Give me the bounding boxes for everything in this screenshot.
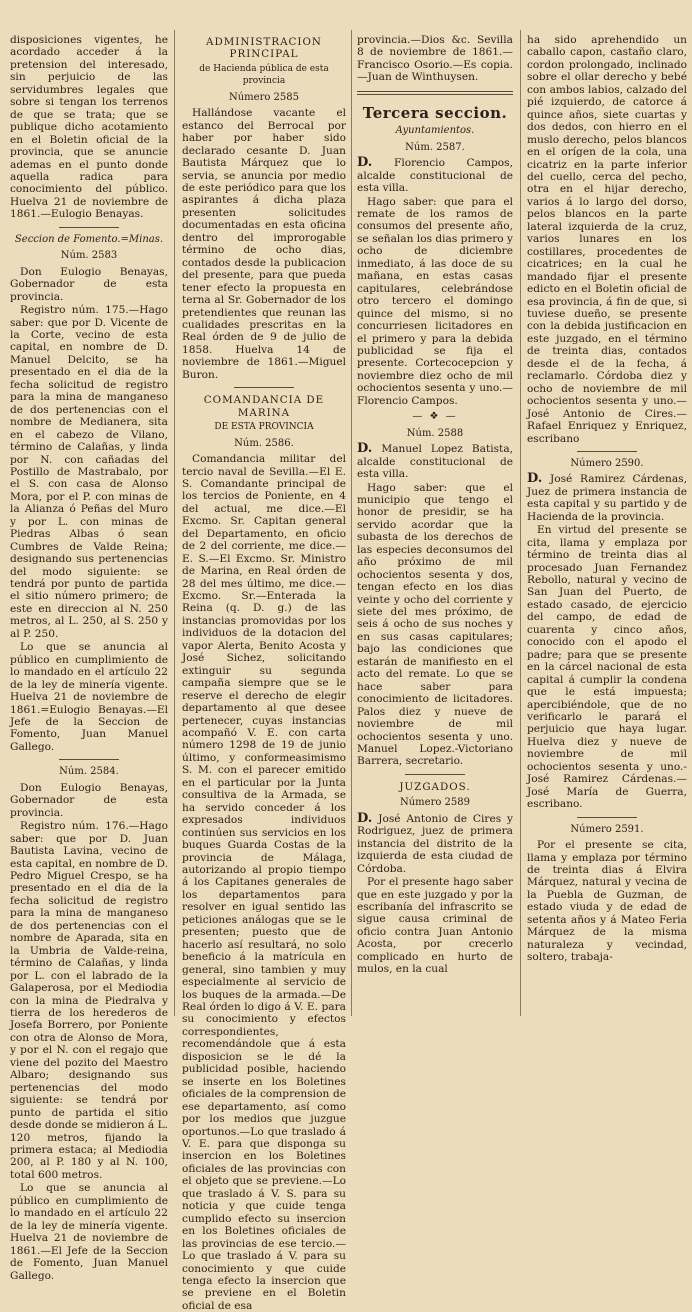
notice-number: Núm. 2584.	[59, 766, 119, 778]
section-subheading: DE ESTA PROVINCIA	[214, 422, 314, 433]
paragraph: Don Eulogio Benayas, Gobernador de esta provincia.	[10, 265, 168, 303]
paragraph: ha sido aprehendido un caballo capon, castaño claro, cordon prolongado, inclinado sobre el ollar derecho y bebé con ambos labios, calzado del pié izquierdo, de catorce á quince años, siete cuartas y dos dedos, con hierro en el muslo derecho, pelos blancos en el orígen de la cola, una cicatriz en la parte inferior del cuello, cerca del pecho, otra en el hijar derecho, varios á lo largo del dorso, pelos blancos en la parte lateral izquierda de la cruz, varios lunares en los costillares, procedentes de cicatrices; en la cual he mandado fijar el presente edicto en el Boletin oficial de esa provincia, á fin de que, si tuviese dueño, se presente con la debida justificacion en este juzgado, en el término de treinta dias, contados desde el de la fecha, á reclamarlo. Córdoba diez y ocho de noviembre de mil ochocientos sesenta y uno.—José Antonio de Cires.—Rafael Enriquez y Enriquez, escribano	[527, 34, 687, 445]
paragraph-text: Florencio Campos, alcalde constitucional de esta villa.	[357, 157, 513, 195]
column-1	[10, 34, 168, 1282]
section-subheading: de Hacienda pública de esta provincia	[199, 63, 329, 87]
paragraph: Hago saber: que para el remate de los ramos de consumos del presente año, se señalan los dias primero y ocho de diciembre inmediato, á las doce de su mañana, en estas casas capitulares, celebrándose otro tercero el domingo quince del mismo, si no concurriesen licitadores en el primero y para la debida publicidad se fija el presente. Cortecocepcion y noviembre diez ocho de mil ochocientos sesenta y uno.—Florencio Campos.	[357, 195, 514, 407]
paragraph: En virtud del presente se cita, llama y emplaza por término de treinta dias al procesado Juan Fernandez Rebollo, natural y vecino de San Juan del Puerto, de estado casado, de ejercicio del campo, de edad de cuarenta y cinco años, conocido con el apodo el padre; para que se presente en la cárcel nacional de esta capital á cumplir la condena que le está impuesta; apercibiéndole, que de no verificarlo le parará el perjuicio que haya lugar. Huelva diez y nueve de noviembre de mil ochocientos sesenta y uno.-José Ramirez Cárdenas.—José María de Guerra, escribano.	[527, 524, 687, 811]
paragraph: Hago saber: que el municipio que tengo el honor de presidir, se ha servido acordar que la subasta de los derechos de las especies deconsumos del año próximo de mil ochocientos sesenta y dos, tengan efecto en los dias veinte y ocho del corriente y siete del mes próximo, de seis á ocho de sus noches y en sus casas capitulares; bajo las condiciones que estarán de manifiesto en el acto del remate. Lo que se hace saber para conocimiento de licitadores. Palos diez y nueve de noviembre de mil ochocientos sesenta y uno. Manuel Lopez.-Victoriano Barrera, secretario.	[357, 481, 513, 768]
separator	[577, 817, 637, 818]
paragraph: disposiciones vigentes, he acordado acceder á la pretension del interesado, sin perjuicio de las servidumbres legales que sobre si tengan los terrenos de que se trata; que se publique dicho acotamiento en el Boletin oficial de la provincia, que se anuncie ademas en el punto donde aquella radica para conocimiento del público. Huelva 21 de noviembre de 1861.—Eulogio Benayas.	[10, 34, 168, 221]
separator	[577, 451, 637, 452]
section-heading: JUZGADOS.	[399, 780, 471, 793]
separator	[59, 759, 119, 760]
paragraph: Registro núm. 176.—Hago saber: que por D. Juan Bautista Lavina, vecino de esta capital, en nombre de D. Pedro Miguel Crespo, se ha presentado en el dia de la fecha solicitud de registro para la mina de manganeso de dos pertenencias con el nombre de Aparada, sita en la Umbria de Valde-reina, término de Calañas, y linda por L. con el labrado de la Galaperosa, por el Mediodia con la mina de Piedralva y tierra de los herederos de Josefa Borrero, por Poniente con otra de Alonso de Mora, y por el N. con el regajo que viene del pozito del Maestro Albaro; designando sus pertenencias del modo siguiente: se tendrá por punto de partida el sitio desde donde se midieron á L. 120 metros, fijando la primera estaca; al Mediodia 200, al P. 180 y al N. 100, total 600 metros.	[10, 820, 168, 1181]
paragraph-text: José Ramirez Cárdenas, Juez de primera instancia de esta capital y su partido y de Hacienda de la provincia.	[527, 473, 687, 523]
paragraph: Registro núm. 175.—Hago saber: que por D. Vicente de la Corte, vecino de esta capital, en nombre de D. Manuel Delcito, se ha presentado en el dia de la fecha solicitud de registro para la mina de manganeso de dos pertenencias con el nombre de Medianera, sita en el cabezo de Vilano, término de Calañas, y linda por N. con cañadas del Postillo de Mastrabalo, por el S. con casa de Alonso Mora, por el P. con minas de la Alianza ó Peñas del Muro y por L. con minas de Piedras Albas ó sean Cumbres de Valde Reina; designando sus pertenencias del modo siguiente: se tendrá por punto de partida el sitio número primero; de este en direccion al N. 250 metros, al L. 250, al S. 250 y al P. 250.	[10, 304, 168, 640]
notice-number: Núm. 2583	[60, 250, 118, 262]
notice-number: Núm. 2586.	[234, 437, 294, 449]
notice-number: Núm. 2588	[406, 427, 464, 439]
section-title: Tercera seccion.	[362, 103, 508, 122]
paragraph	[527, 473, 687, 523]
drop-cap: D.	[527, 471, 543, 487]
paragraph-text: José Antonio de Cires y Rodriguez, juez de primera instancia del distrito de la izquierda de esta ciudad de Córdoba.	[357, 812, 513, 875]
section-heading: ADMINISTRACION PRINCIPAL	[206, 36, 322, 61]
paragraph: Lo que se anuncia al público en cumplimiento de lo mandado en el artículo 22 de la ley de minería vigente. Huelva 21 de noviembre de 1861.—El Jefe de la Seccion de Fomento, Juan Manuel Gallego.	[10, 1182, 168, 1282]
paragraph	[357, 810, 513, 875]
section-heading: Seccion de Fomento.=Minas.	[14, 233, 164, 245]
separator	[405, 774, 465, 775]
section-heading: Ayuntamientos.	[395, 125, 475, 137]
drop-cap: D.	[357, 155, 373, 171]
drop-cap: D.	[357, 810, 373, 826]
column-2	[182, 34, 346, 1312]
notice-number: Número 2591.	[570, 823, 644, 835]
paragraph-text: Manuel Lopez Batista, alcalde constitucional de esta villa.	[357, 443, 513, 481]
column-4	[527, 34, 687, 1014]
paragraph	[357, 157, 513, 194]
paragraph: Comandancia militar del tercio naval de Sevilla.—El E. S. Comandante principal de los tercios de Poniente, en 4 del actual, me dice.—El Excmo. Sr. Capitan general del Departamento, en oficio de 2 del corriente, me dice.—E. S.—El Excmo. Sr. Ministro de Marina, en Real órden de 28 del mes último, me dice.—Excmo. Sr.—Enterada la Reina (q. D. g.) de las instancias promovidas por los individuos de la dotacion del vapor Alerta, Benito Acosta y José Sichez, solicitando extinguir su segunda campaña siempre que se le reserve el derecho de elegir departamento al que desee pertenecer, cuyas instancias acompañó V. E. con carta número 1298 de 19 de junio último, y conformeasimismo S. M. con el parecer emitido en el particular por la Junta consultiva de la Armada, se ha servido conceder á los expresados individuos continúen sus servicios en los buques Guarda Costas de la provincia de Málaga, autorizando al propio tiempo á los Capitanes generales de los departamentos para resolver en igual sentido las peticiones análogas que se le presenten; puesto que de hacerlo así resultará, no solo beneficio á la matrícula en general, sino tambien y muy especialmente al servicio de los buques de la armada.—De Real órden lo digo á V. E. para su conocimiento y efectos correspondientes, recomendándole que á esta disposicion se le dé la publicidad posible, haciendo se inserte en los Boletines oficiales de la comprension de ese departamento, así como por los medios que juzgue oportunos.—Lo que traslado á V. E. para que disponga su insercion en los Boletines oficiales de las provincias con el objeto que se previene.—Lo que traslado á V. S. para su noticia y que cuide tenga cumplido efecto su insercion en los Boletines oficiales de las provincias de ese tercio.—Lo que traslado á V. para su conocimiento y que cuide tenga efecto la insercion que se previene en el Boletin oficial de esa	[182, 453, 346, 1312]
notice-number: Número 2585	[228, 91, 300, 103]
notice-number: Número 2590.	[570, 457, 644, 469]
paragraph: Por el presente hago saber que en este juzgado y por la escribanía del infrascrito se sigue causa criminal de oficio contra Juan Antonio Acosta, por crecerlo complicado en hurto de mulos, en la cual	[357, 876, 513, 976]
drop-cap: D.	[357, 441, 373, 457]
section-heading: COMANDANCIA DE MARINA	[203, 394, 325, 419]
separator	[234, 387, 294, 388]
notice-number: Número 2589	[399, 797, 471, 809]
paragraph: Por el presente se cita, llama y emplaza por término de treinta dias á Elvira Márquez, natural y vecina de la Puebla de Guzman, de estado viuda y de edad de setenta años y á Mateo Feria Márquez de la misma naturaleza y vecindad, soltero, trabaja-	[527, 839, 687, 964]
column-3	[357, 34, 513, 1014]
separator	[59, 227, 119, 228]
paragraph: provincia.—Dios &c. Sevilla 8 de noviembre de 1861.—Francisco Osorio.—Es copia.—Juan de Winthuysen.	[357, 34, 513, 84]
paragraph: Hallándose vacante el estanco del Berrocal por haber por haber sido declarado cesante D. Juan Bautista Márquez que lo servia, se anuncia por medio de este periódico para que los aspirantes á dicha plaza presenten solicitudes documentadas en esta oficina dentro del improrogable término de ocho dias, contados desde la publicacion del presente, para que pueda tener efecto la propuesta en terna al Sr. Gobernador de los pretendientes que reunan las cualidades prescritas en la Real órden de 9 de julio de 1858. Huelva 14 de noviembre de 1861.—Miguel Buron.	[182, 107, 346, 381]
double-rule	[357, 91, 513, 95]
paragraph: Lo que se anuncia al público en cumplimiento de lo mandado en el artículo 22 de la ley de minería vigente. Huelva 21 de noviembre de 1861.=Eulogio Benayas.—El Jefe de la Seccion de Fomento, Juan Manuel Gallego.	[10, 641, 168, 753]
separator: — ❖ —	[412, 411, 458, 423]
notice-number: Núm. 2587.	[405, 141, 465, 153]
paragraph	[357, 443, 513, 480]
paragraph: Don Eulogio Benayas, Gobernador de esta provincia.	[10, 781, 168, 819]
